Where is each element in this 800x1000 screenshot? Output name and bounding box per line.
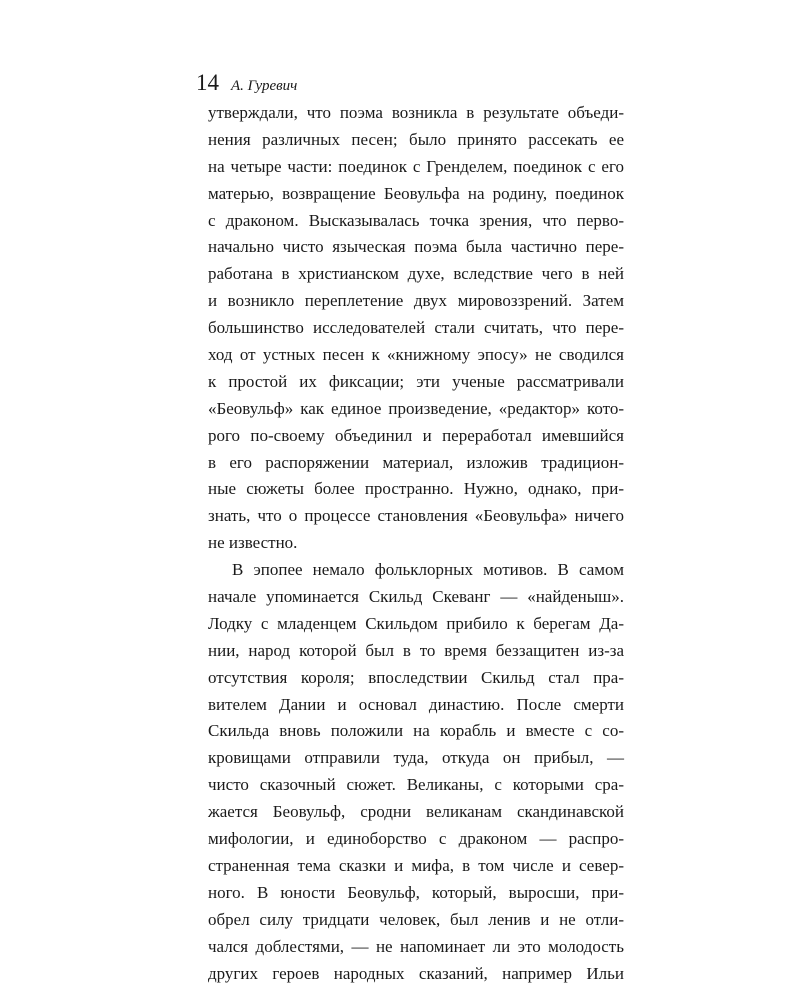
running-title: А. Гуревич — [231, 78, 298, 94]
text-line: в его распоряжении материал, изложив традицион- — [208, 452, 624, 472]
text-line: матерью, возвращение Беовульфа на родину, поединок — [208, 183, 624, 203]
text-line: начально чисто языческая поэма была частично пере- — [208, 237, 624, 257]
text-line: чался доблестями, — не напоминает ли это молодость — [208, 936, 624, 956]
text-line: и возникло переплетение двух мировоззрений. Затем — [208, 291, 624, 311]
text-line: чисто сказочный сюжет. Великаны, с которыми сра- — [208, 775, 624, 795]
text-line: Скильда вновь положили на корабль и вместе с со- — [208, 721, 624, 741]
paragraph-first-line: В эпопее немало фольклорных мотивов. В самом — [232, 560, 624, 580]
text-line: вителем Дании и основал династию. После смерти — [208, 694, 624, 714]
text-line: других героев народных сказаний, например Ильи — [208, 963, 624, 983]
text-line: рого по-своему объединил и переработал имевшийся — [208, 425, 624, 445]
text-line: на четыре части: поединок с Гренделем, поединок с его — [208, 156, 624, 176]
text-line: жается Беовульф, сродни великанам скандинавской — [208, 802, 624, 822]
text-line: Лодку с младенцем Скильдом прибило к берегам Да- — [208, 613, 624, 633]
text-line: нии, народ которой был в то время беззащитен из-за — [208, 640, 624, 660]
text-line: нения различных песен; было принято рассекать ее — [208, 129, 624, 149]
text-line: страненная тема сказки и мифа, в том числе и север- — [208, 855, 624, 875]
text-line: обрел силу тридцати человек, был ленив и не отли- — [208, 909, 624, 929]
text-line: ного. В юности Беовульф, который, выросши, при- — [208, 882, 624, 902]
text-line: кровищами отправили туда, откуда он прибыл, — — [208, 748, 624, 768]
text-line: знать, что о процессе становления «Беовульфа» ничего — [208, 506, 624, 526]
text-line: к простой их фиксации; эти ученые рассматривали — [208, 371, 624, 391]
text-line: работана в христианском духе, вследствие чего в ней — [208, 264, 624, 284]
text-line: мифологии, и единоборство с драконом — распро- — [208, 829, 624, 849]
running-head — [196, 70, 297, 100]
page-number: 14 — [196, 70, 219, 95]
text-line: большинство исследователей стали считать, что пере- — [208, 318, 624, 338]
text-line: утверждали, что поэма возникла в результате объеди- — [208, 103, 624, 122]
text-line: с драконом. Высказывалась точка зрения, что перво- — [208, 210, 624, 230]
text-line: «Беовульф» как единое произведение, «редактор» кото- — [208, 398, 624, 418]
text-line: отсутствия короля; впоследствии Скильд стал пра- — [208, 667, 624, 687]
text-line: ные сюжеты более пространно. Нужно, однако, при- — [208, 479, 624, 499]
text-line: начале упоминается Скильд Скеванг — «найденыш». — [208, 587, 624, 607]
text-line: ход от устных песен к «книжному эпосу» не сводился — [208, 345, 624, 365]
body-text — [208, 100, 624, 987]
paragraph-end-line: не известно. — [208, 533, 298, 553]
